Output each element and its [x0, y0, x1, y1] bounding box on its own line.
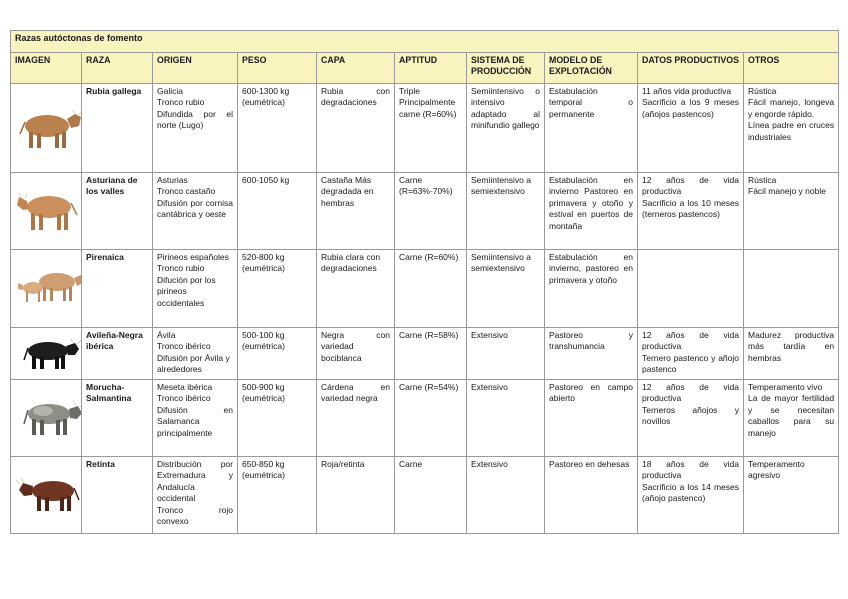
sistema-cell: Semiintensivo a semiextensivo	[467, 250, 545, 328]
origen-cell	[153, 84, 238, 173]
aptitud-cell: Carne (R=63%-70%)	[395, 173, 467, 250]
table-row	[11, 250, 839, 328]
datos-line: 18 años de vida productiva	[642, 459, 739, 481]
otros-cell	[744, 457, 839, 534]
datos-line: Sacrificio a los 14 meses (añojo pastenco)	[642, 481, 739, 504]
aptitud-cell: Carne (R=54%)	[395, 380, 467, 457]
origen-line: Difusión en Salamanca principalmente	[157, 404, 233, 438]
otros-line: Madurez productiva más tardía en hembras	[748, 330, 835, 363]
modelo-cell: Estabulación en invierno Pastoreo en primavera y otoño y estival en puertos de montaña	[545, 173, 638, 250]
capa-cell: Roja/retinta	[317, 457, 395, 534]
origen-line: Difundida por el norte (Lugo)	[157, 108, 233, 131]
datos-line: Ternero pastenco y añojo pastenco	[642, 352, 739, 375]
table-row	[11, 380, 839, 457]
breeds-table	[10, 30, 839, 534]
datos-line: Terneros añojos y novillos	[642, 404, 739, 427]
otros-cell	[744, 380, 839, 457]
breed-image-cell	[11, 328, 82, 380]
retinta-cow-image	[15, 459, 82, 531]
otros-line: Temperamento vivo	[748, 382, 823, 392]
header-capa: CAPA	[317, 53, 395, 84]
sistema-cell: Semiintensivo a semiextensivo	[467, 173, 545, 250]
peso-cell: 500-900 kg (eumétrica)	[238, 380, 317, 457]
asturiana-cow-image	[15, 175, 82, 247]
breed-image-cell	[11, 250, 82, 328]
origen-cell	[153, 380, 238, 457]
header-modelo: MODELO DE EXPLOTACIÓN	[545, 53, 638, 84]
header-origen: ORIGEN	[153, 53, 238, 84]
breed-image-cell	[11, 173, 82, 250]
breed-name: Avileña-Negra ibérica	[82, 328, 153, 380]
datos-line: 12 años de vida productiva	[642, 382, 739, 404]
cow-illustration	[18, 273, 82, 302]
avilena-cow-image	[15, 330, 82, 377]
origen-line: Tronco castaño	[157, 186, 216, 197]
aptitud-cell: Carne	[395, 457, 467, 534]
aptitud-cell: Carne (R=58%)	[395, 328, 467, 380]
header-imagen: IMAGEN	[11, 53, 82, 84]
table-title-row	[11, 31, 839, 53]
otros-cell	[744, 84, 839, 173]
morucha-cow-image	[15, 382, 82, 454]
otros-cell	[744, 328, 839, 380]
origen-cell	[153, 328, 238, 380]
header-otros: OTROS	[744, 53, 839, 84]
peso-cell: 600-1300 kg (eumétrica)	[238, 84, 317, 173]
aptitud-cell: Triple Principalmente carne (R=60%)	[395, 84, 467, 173]
origen-line: Ávila	[157, 330, 176, 340]
peso-cell: 600-1050 kg	[238, 173, 317, 250]
breed-name: Morucha-Salmantina	[82, 380, 153, 457]
breed-name: Rubia gallega	[82, 84, 153, 173]
otros-line: Rústica	[748, 86, 777, 96]
otros-line: La de mayor fertilidad y se necesitan caballos para su manejo	[748, 393, 835, 438]
otros-line: Fácil manejo y noble	[748, 186, 826, 197]
header-sistema: SISTEMA DE PRODUCCIÓN	[467, 53, 545, 84]
sistema-cell: Extensivo	[467, 380, 545, 457]
origen-line: Tronco rojo convexo	[157, 504, 233, 527]
capa-cell: Cárdena en variedad negra	[317, 380, 395, 457]
datos-cell	[638, 328, 744, 380]
otros-cell	[744, 250, 839, 328]
datos-cell	[638, 84, 744, 173]
origen-line: Difusión por Ávila y alrededores	[157, 352, 230, 375]
origen-line: Galicia	[157, 86, 183, 96]
datos-line: Sacrificio a los 9 meses (añojos pastencos)	[642, 97, 739, 119]
origen-line: Tronco ibérico	[157, 341, 211, 352]
capa-cell: Castaña Más degradada en hembras	[317, 173, 395, 250]
cow-illustration	[17, 193, 77, 230]
origen-cell	[153, 250, 238, 328]
modelo-cell: Estabulación en invierno, pastoreo en primavera y otoño	[545, 250, 638, 328]
breed-image-cell	[11, 380, 82, 457]
datos-cell	[638, 173, 744, 250]
pirenaica-cow-image	[15, 252, 82, 325]
breed-image-cell	[11, 457, 82, 534]
aptitud-cell: Carne (R=60%)	[395, 250, 467, 328]
modelo-cell: Pastoreo y transhumancia	[545, 328, 638, 380]
header-raza: RAZA	[82, 53, 153, 84]
sistema-cell: Extensivo	[467, 457, 545, 534]
origen-line: Pirineos españoles	[157, 252, 229, 262]
origen-line: Distribución por Extremadura y Andalucía occidental	[157, 459, 233, 504]
modelo-cell: Pastoreo en dehesas	[545, 457, 638, 534]
otros-cell	[744, 173, 839, 250]
cow-illustration	[24, 339, 81, 369]
header-peso: PESO	[238, 53, 317, 84]
origen-line: Tronco ibérico	[157, 393, 211, 404]
rubia-gallega-cow-image	[15, 86, 82, 170]
table-row	[11, 173, 839, 250]
otros-line: Rústica	[748, 175, 777, 185]
table-header-row	[11, 53, 839, 84]
datos-cell	[638, 457, 744, 534]
cow-illustration	[24, 400, 82, 435]
breed-name: Retinta	[82, 457, 153, 534]
origen-line: Asturias	[157, 175, 188, 185]
origen-line: Meseta ibérica	[157, 382, 213, 392]
datos-line: 12 años de vida productiva	[642, 330, 739, 352]
datos-cell	[638, 250, 744, 328]
capa-cell: Rubia con degradaciones	[317, 84, 395, 173]
datos-line: 12 años de vida productiva	[642, 175, 739, 197]
breed-name: Asturiana de los valles	[82, 173, 153, 250]
peso-cell: 650-850 kg (eumétrica)	[238, 457, 317, 534]
breed-image-cell	[11, 84, 82, 173]
modelo-cell: Pastoreo en campo abierto	[545, 380, 638, 457]
breed-name: Pirenaica	[82, 250, 153, 328]
modelo-cell: Estabulación temporal o permanente	[545, 84, 638, 173]
origen-line: Tronco rubio	[157, 97, 205, 108]
cow-illustration	[16, 478, 79, 511]
capa-cell: Rubia clara con degradaciones	[317, 250, 395, 328]
otros-line: Temperamento agresivo	[748, 459, 805, 481]
header-datos: DATOS PRODUCTIVOS	[638, 53, 744, 84]
origen-line: Tronco rubio	[157, 263, 205, 274]
datos-line: Sacrificio a los 10 meses (terneros pastencos)	[642, 197, 739, 220]
datos-cell	[638, 380, 744, 457]
capa-cell: Negra con variedad bociblanca	[317, 328, 395, 380]
table-row	[11, 328, 839, 380]
table-row	[11, 84, 839, 173]
peso-cell: 500-100 kg (eumétrica)	[238, 328, 317, 380]
sistema-cell: Extensivo	[467, 328, 545, 380]
otros-line: Línea padre en cruces industriales	[748, 120, 835, 142]
table-title: Razas autóctonas de fomento	[11, 31, 839, 53]
table-row	[11, 457, 839, 534]
datos-line: 11 años vida productiva	[642, 86, 732, 96]
peso-cell: 520-800 kg (eumétrica)	[238, 250, 317, 328]
origen-cell	[153, 457, 238, 534]
cow-illustration	[20, 110, 82, 148]
sistema-cell: Semiintensivo o intensivo adaptado al minifundio gallego	[467, 84, 545, 173]
otros-line: Fácil manejo, longeva y engorde rápido.	[748, 97, 835, 119]
header-aptitud: APTITUD	[395, 53, 467, 84]
origen-line: Difución por los pirineos occidentales	[157, 274, 216, 308]
origen-line: Difusión por cornisa cantábrica y oeste	[157, 197, 233, 220]
origen-cell	[153, 173, 238, 250]
